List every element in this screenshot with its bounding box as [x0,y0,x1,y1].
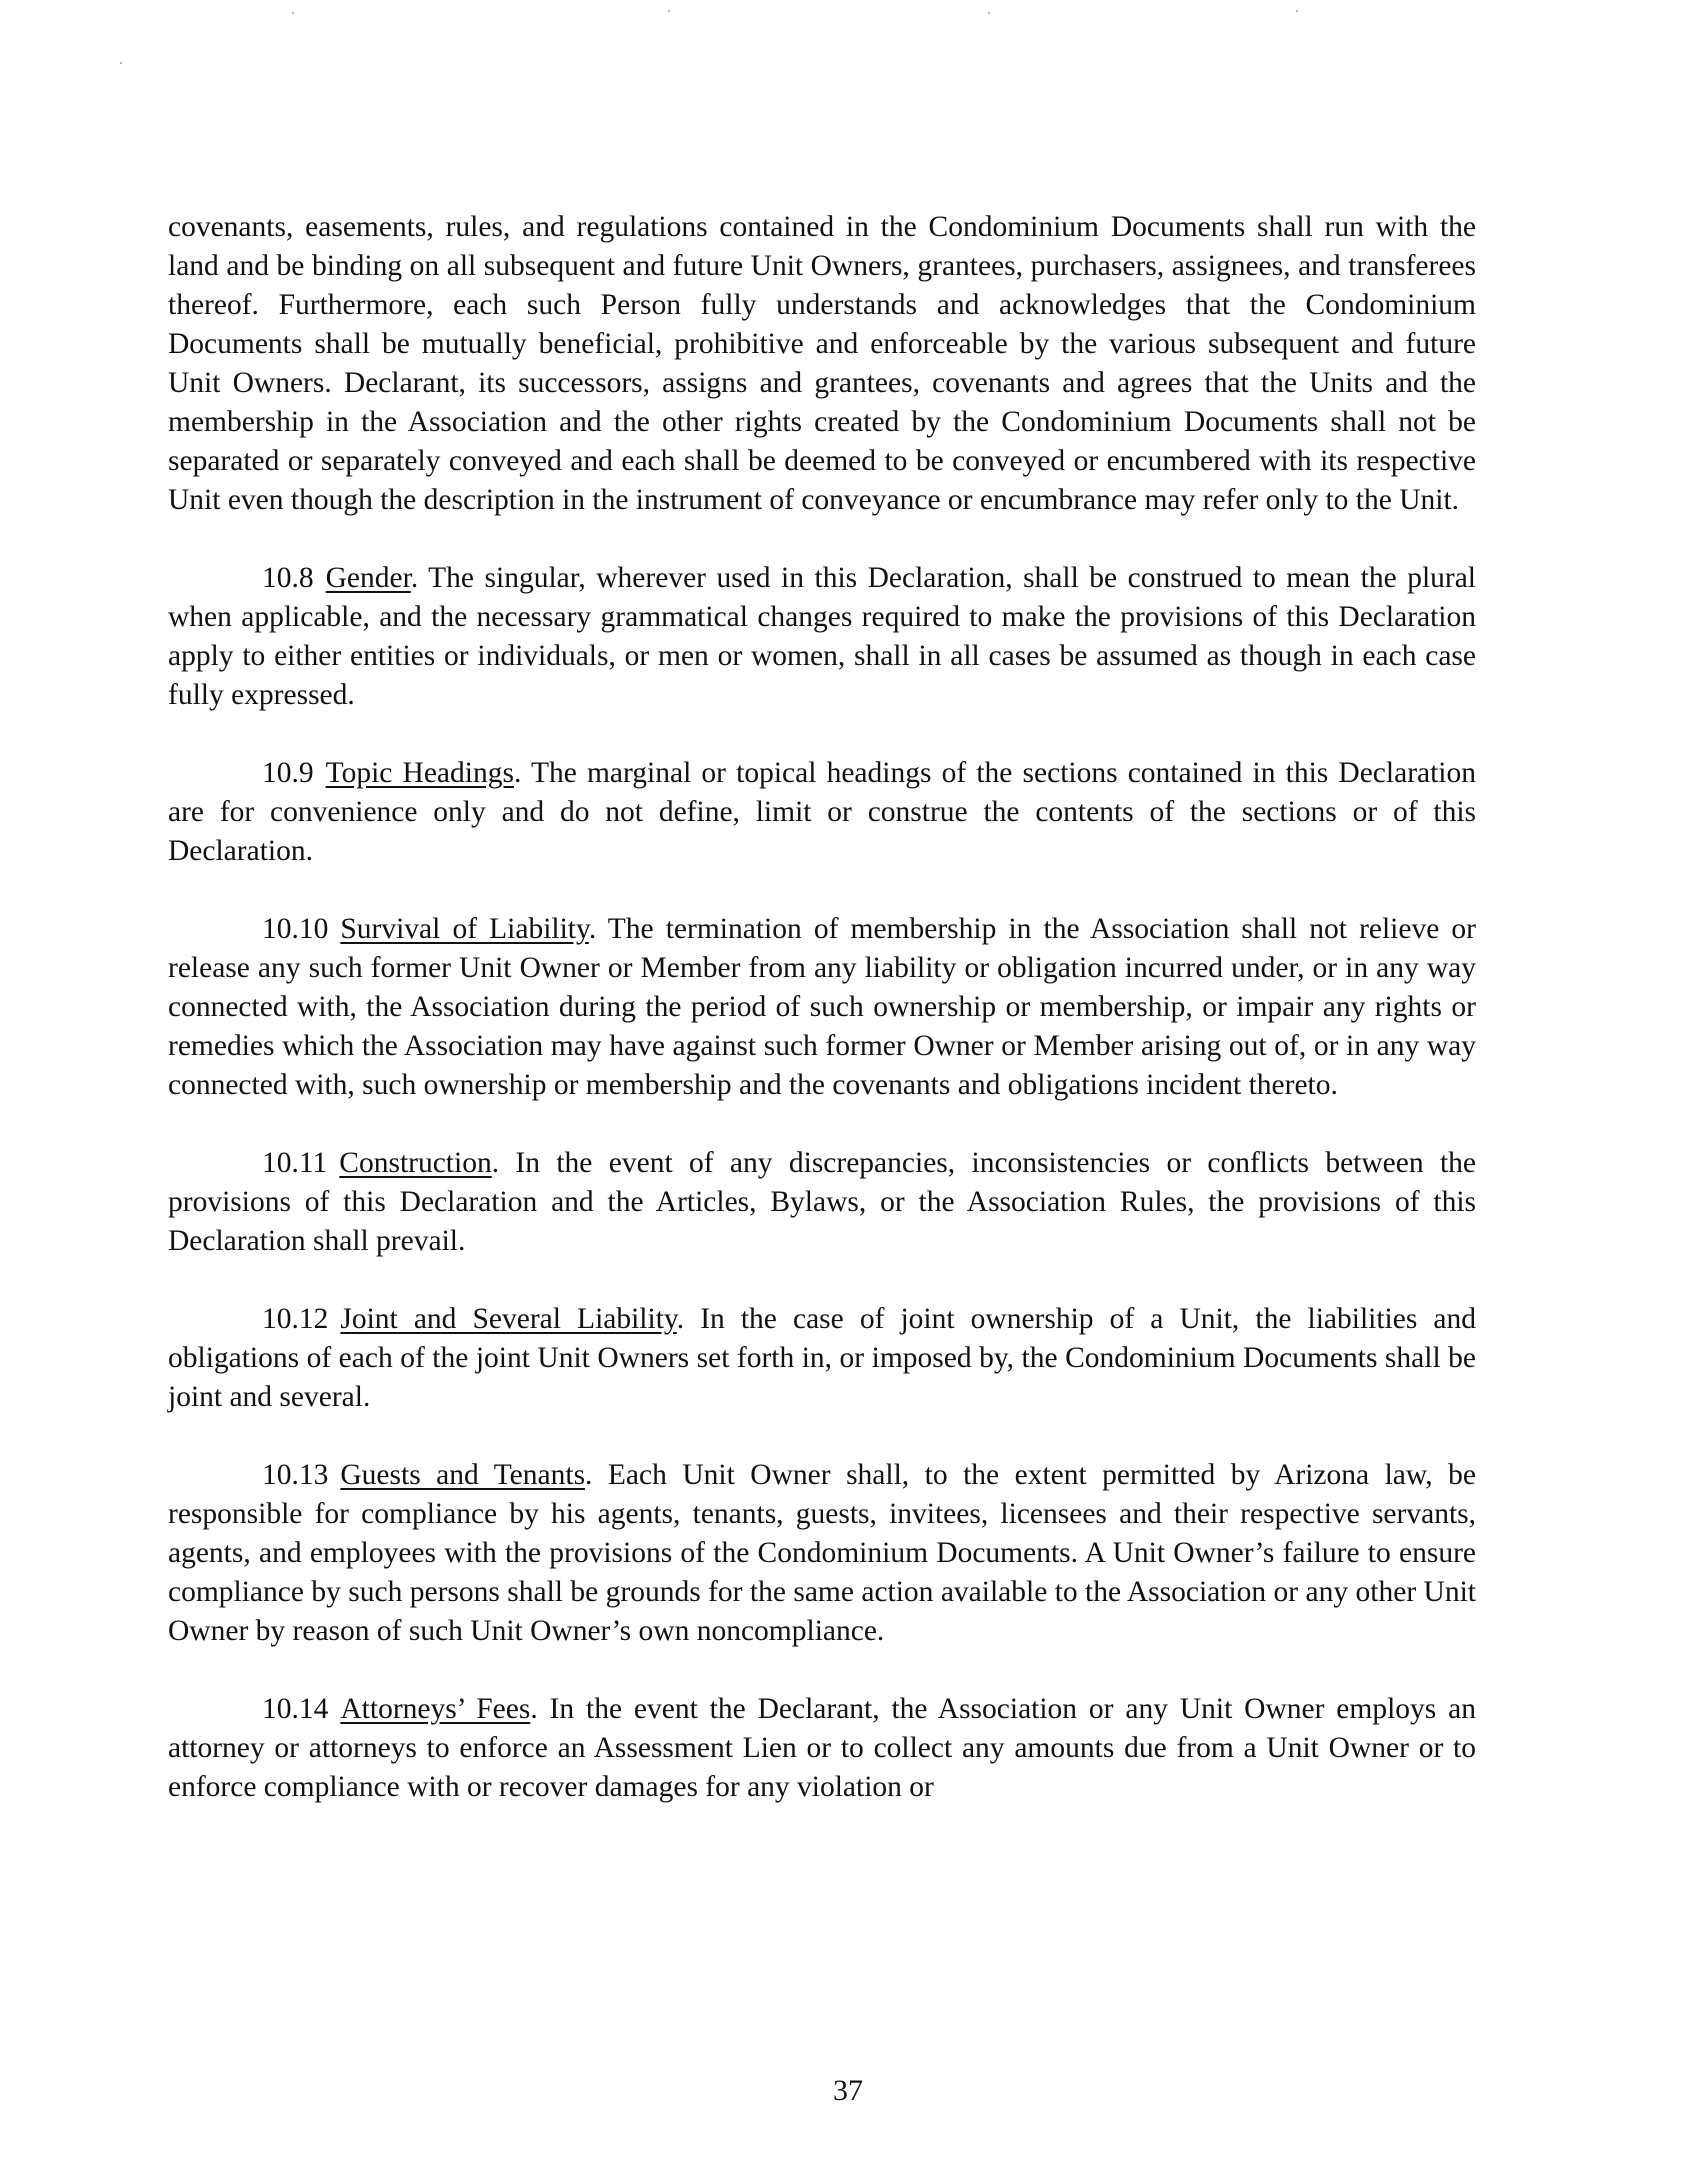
section-number: 10.9 [262,757,314,789]
section-title: Topic Headings [325,757,514,789]
scan-speck [120,62,122,64]
scan-speck [292,12,294,14]
section-number: 10.12 [262,1303,329,1335]
section-number: 10.10 [262,913,329,945]
section-title: Joint and Several Liability [340,1303,677,1335]
section-10-13 [168,1456,1476,1651]
scan-speck [1296,10,1298,12]
section-body: . Each Unit Owner shall, to the extent permitted by Arizona law, be responsible for compliance by his agents, tenants, guests, invitees, licensees and their respective servants, agents, and employees with the provisions of the Condominium Documents. A Unit Owner’s failure to ensure compliance by such persons shall be grounds for the same action available to the Association or any other Unit Owner by reason of such Unit Owner’s own noncompliance. [168,1459,1476,1647]
section-body: . In the event the Declarant, the Association or any Unit Owner employs an attorney or attorneys to enforce an Assessment Lien or to collect any amounts due from a Unit Owner or to enforce compliance with or recover damages for any violation or [168,1693,1476,1803]
section-number: 10.11 [262,1147,328,1179]
section-title: Guests and Tenants [340,1459,586,1491]
section-body: . In the event of any discrepancies, inconsistencies or conflicts between the provisions of this Declaration and the Articles, Bylaws, or the Association Rules, the provisions of this Declaration shall prevail. [168,1147,1476,1257]
section-number: 10.14 [262,1693,329,1725]
section-10-10 [168,910,1476,1105]
section-body: . The marginal or topical headings of the sections contained in this Declaration are for convenience only and do not define, limit or construe the contents of the sections or of this Declaration. [168,757,1477,867]
section-body: . In the case of joint ownership of a Unit, the liabilities and obligations of each of the joint Unit Owners set forth in, or imposed by, the Condominium Documents shall be joint and several. [168,1303,1476,1413]
document-body [168,208,1476,1807]
section-body: . The singular, wherever used in this Declaration, shall be construed to mean the plural when applicable, and the necessary grammatical changes required to make the provisions of this Declaration apply to either entities or individuals, or men or women, shall in all cases be assumed as though in each case fully expressed. [168,562,1476,711]
section-number: 10.8 [262,562,314,594]
scan-speck [988,12,990,14]
page-number: 37 [833,2074,863,2107]
section-10-9 [168,754,1476,871]
section-title: Construction [339,1147,492,1179]
opening-paragraph: covenants, easements, rules, and regulations contained in the Condominium Documents shall run with the land and be binding on all subsequent and future Unit Owners, grantees, purchasers, assignees, and transferees thereof. Furthermore, each such Person fully understands and acknowledges that the Condominium Documents shall be mutually beneficial, prohibitive and enforceable by the various subsequent and future Unit Owners. Declarant, its successors, assigns and grantees, covenants and agrees that the Units and the membership in the Association and the other rights created by the Condominium Documents shall not be separated or separately conveyed and each shall be deemed to be conveyed or encumbered with its respective Unit even though the description in the instrument of conveyance or encumbrance may refer only to the Unit. [168,211,1476,516]
section-number: 10.13 [262,1459,329,1491]
section-title: Attorneys’ Fees [340,1693,531,1725]
section-10-11 [168,1144,1476,1261]
section-body: . The termination of membership in the Association shall not relieve or release any such former Unit Owner or Member from any liability or obligation incurred under, or in any way connected with, the Association during the period of such ownership or membership, or impair any rights or remedies which the Association may have against such former Owner or Member arising out of, or in any way connected with, such ownership or membership and the covenants and obligations incident thereto. [168,913,1476,1101]
section-10-8 [168,559,1476,715]
section-10-12 [168,1300,1476,1417]
section-title: Gender [325,562,411,594]
section-title: Survival of Liability [340,913,589,945]
section-10-14 [168,1690,1476,1807]
scan-speck [668,10,670,12]
